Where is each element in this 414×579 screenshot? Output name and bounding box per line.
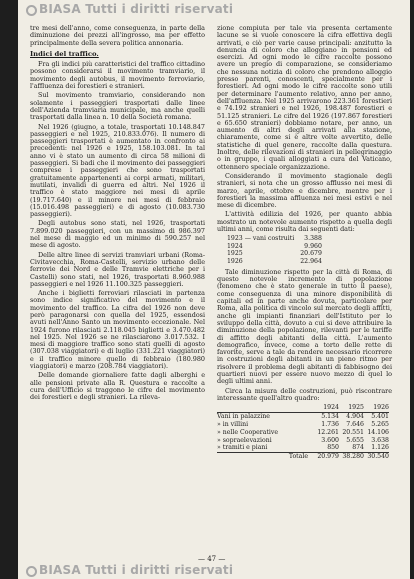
paragraph: Delle altre linee di servizi tramviari urbani (Roma-Civitavecchia, Roma-Castelli, servizio urbano delle ferrovie dei Nord e delle Tramvie elettriche per i Castelli) sono stati, nel 1926, trasportati 8.960.988 passeggieri e nel 1926 11.100.325 passeggieri. bbox=[30, 250, 205, 288]
column-header: 1926 bbox=[364, 404, 389, 412]
watermark-text: BIASA Tutti i diritti riservati bbox=[39, 563, 234, 577]
table-row bbox=[217, 429, 389, 437]
total-cell: 20.979 bbox=[314, 453, 339, 461]
header-spacer bbox=[217, 404, 314, 412]
cell: 5.401 bbox=[371, 413, 389, 421]
row-label: » sopraelevazioni bbox=[217, 436, 272, 444]
paragraph: Anche i biglietti ferroviari rilasciati in partenza sono indice significativo del movimento e il movimento del traffico. La cifra del 1926 non deve però paragonarsi con quella del 1925, essendosi avuti nell'Anno Santo un movimento eccezionale. Nel 1924 furono rilasciati 2.118.045 biglietti e 3.470.482 nel 1925. Nel 1926 se ne rilasciarono 3.017.532. I mesi di maggiore traffico sono stati quelli di agosto (307.038 viaggiatori) e di luglio (331.221 viaggiatori) e il traffico minore quello di febbraio (180.980 viaggiatori) e marzo (208.784 viaggiatori). bbox=[30, 289, 205, 371]
column-header: 1925 bbox=[339, 404, 364, 412]
year-label: 1924 bbox=[227, 242, 243, 250]
table-row bbox=[217, 413, 389, 421]
paragraph: Sul movimento tramviario, considerando non solamente i passeggieri trasportati dalle linee dell'Azienda tramviaria municipale, ma anche quelli trasportati dalla linea n. 10 della Società romana. bbox=[30, 91, 205, 122]
year-label: 1925 bbox=[227, 250, 243, 258]
table-row bbox=[217, 436, 389, 444]
paragraph: Circa la misura delle costruzioni, può riscontrare interessante quell'altro quadro: bbox=[217, 386, 392, 402]
row-label: » tramiti e piani bbox=[217, 444, 268, 452]
row-label: » nelle Cooperative bbox=[217, 428, 279, 436]
cell: 5.134 bbox=[321, 413, 339, 421]
paragraph: Considerando il movimento stagionale degli stranieri, si nota che un grosso afflusso nei mesi di marzo, aprile, ottobre e dicembre, mentre per i forestieri la massima affluenza nei mesi estivi e nel mese di dicembre. bbox=[217, 171, 392, 210]
table-row bbox=[227, 235, 328, 242]
year-value: 20.679 bbox=[300, 250, 322, 258]
paragraph: Tale diminuzione rispetto per la città di Roma, di questo notevole incremento di popolazione (fenomeno che è stato generale in tutto il paese), come conseguenza di una minore disponibilità di capitali ed in parte anche dovuta, particolare per Roma, alla politica di vincolo sul mercato degli affitti, anche gli impianti finanziari dell'Istituto per lo sviluppo della città, dovuto a cui si deve attribuire la diminuzione della popolazione, rilevanti per le tariffe di affitto degli abitanti della città. L'aumento demografico, invece, come a torto delle rette di favorite, serve a tale da rendere necessario ricorrere in costruzioni degli abitanti in un pieno ritmo per risolvere il problema degli abitanti di fabbisogno dei quartieri nuovi per essere nuovo mezzo di quel lo degli ultimi anni. bbox=[217, 267, 392, 386]
watermark-logo-icon bbox=[26, 566, 37, 577]
page-number: — 47 — bbox=[198, 555, 226, 563]
table-total-row bbox=[217, 453, 389, 461]
cell: 5.265 bbox=[371, 421, 389, 429]
total-cell: 30.540 bbox=[364, 453, 389, 461]
year-value: 9.960 bbox=[304, 242, 322, 250]
column-header: 1924 bbox=[314, 404, 339, 412]
table-row bbox=[217, 444, 389, 452]
cell: 874 bbox=[352, 444, 364, 452]
table-row bbox=[227, 243, 328, 250]
rooms-summary-table bbox=[217, 404, 389, 461]
paragraph: Nel 1926 (giugno, a totale, trasportati 10.148.847 passeggieri e nel 1925, 210.833.076). Il numero di passeggieri trasportati è aumentato in confronto ai precedenti: nel 1926 e 1925, 158.103.081. In tal anno vi è stato un aumento di circa 58 milioni di passeggieri. Si badi che il movimento dei passeggieri comprese i passeggieri che sono trasportati gratuitamente appartenenti ai corpi armati, militari, mutilati, invalidi di guerra ed altri. Nel 1926 il traffico è stato maggiore nei mesi di aprile (19.717.640) e il minore nei mesi di febbraio (15.016.498 passeggieri) e di agosto (10.083.730 passeggieri). bbox=[30, 122, 205, 219]
year-value: 3.388 bbox=[304, 235, 322, 243]
cell: 3.600 bbox=[321, 436, 339, 444]
paragraph: Degli autobus sono stati, nel 1926, trasportati 7.899.020 passeggieri, con un massimo di 986.397 nel mese di maggio ed un minimo di 590.257 nel mese di agosto. bbox=[30, 219, 205, 250]
paragraph: Delle domande giornaliere fatte dagli alberghi e alle pensioni private alla R. Questura e raccolte a cura dell'Ufficio si traggono le cifre del movimento dei forestieri e degli stranieri. La rileva- bbox=[30, 371, 205, 402]
year-value: 22.964 bbox=[300, 257, 322, 265]
cell: 1.736 bbox=[321, 421, 339, 429]
watermark-text: BIASA Tutti i diritti riservati bbox=[39, 2, 234, 16]
construction-years-table bbox=[227, 235, 328, 265]
cell: 14.106 bbox=[367, 428, 389, 436]
left-column bbox=[30, 25, 205, 404]
cell: 850 bbox=[327, 444, 339, 452]
cell: 12.261 bbox=[317, 428, 339, 436]
paragraph: tre mesi dell'anno, come conseguenza, in parte della diminuzione dei prezzi all'ingrosso, ma per effetto principalmente della severa politica annonaria. bbox=[30, 24, 205, 47]
cell: 7.646 bbox=[346, 421, 364, 429]
row-label: » in villini bbox=[217, 421, 249, 429]
scanned-page bbox=[18, 0, 410, 579]
cell: 5.655 bbox=[346, 436, 364, 444]
table-row bbox=[227, 257, 328, 264]
year-label: 1923 — vani costruiti bbox=[227, 235, 295, 243]
row-label: Vani in palazzine bbox=[217, 413, 270, 421]
cell: 4.904 bbox=[346, 413, 364, 421]
watermark-logo-icon bbox=[26, 5, 37, 16]
total-cell: 38.280 bbox=[339, 453, 364, 461]
paragraph: L'attività edilizia del 1926, per quanto abbia mostrato un notevole aumento rispetto a quella degli ultimi anni, come risulta dai seguenti dati: bbox=[217, 210, 392, 234]
paragraph: zione compiuta per tale via presenta certamente lacune se si vuole conoscere la cifra effettiva degli arrivati, e ciò per varie cause principali: anzitutto la denuncia di coloro che alloggiano in pensioni ed esercizi. Ad ogni modo le cifre raccolte possono avere un pregio di comparazione, se consideriamo che nessuna notizia di coloro che prendono alloggio presso parenti, conoscenti, specialmente per i forestieri. Ad ogni modo le cifre raccolte sono utili per determinare l'aumento relativo, anno per anno, dell'affluenza. Nel 1925 arrivarono 223.361 forestieri e 74.192 stranieri e nel 1926, 198.487 forestieri e 51.125 stranieri. Le cifre del 1926 (197.867 forestieri e 65.650 stranieri) dobbiamo notare, per anno, un aumento di altri degli arrivati alla stazione, chiaramente, come si è altre volte avvertito, delle statistiche di quel genere, raccolte dalla questura. Inoltre, delle rilevazioni di stranieri in pellegrinaggio o in gruppo, i quali alloggiati a cura del Vaticano, ottennero speciale organizzazione. bbox=[217, 24, 392, 171]
table-row bbox=[227, 250, 328, 257]
cell: 20.551 bbox=[342, 428, 364, 436]
watermark-top bbox=[26, 2, 326, 16]
table-header-row bbox=[217, 404, 389, 412]
cell: 1.126 bbox=[371, 444, 389, 452]
right-column bbox=[217, 25, 392, 461]
cell: 3.638 bbox=[371, 436, 389, 444]
section-heading: Indici del traffico. bbox=[30, 49, 99, 58]
total-label: Totale bbox=[217, 453, 314, 461]
year-label: 1926 bbox=[227, 257, 243, 265]
paragraph: Fra gli indici più caratteristici del traffico cittadino possono considerarsi il movimento tramviario, il movimento degli autobus, il movimento ferroviario, l'affluenza dei forestieri e stranieri. bbox=[30, 60, 205, 91]
table-row bbox=[217, 421, 389, 429]
watermark-bottom bbox=[26, 563, 326, 577]
